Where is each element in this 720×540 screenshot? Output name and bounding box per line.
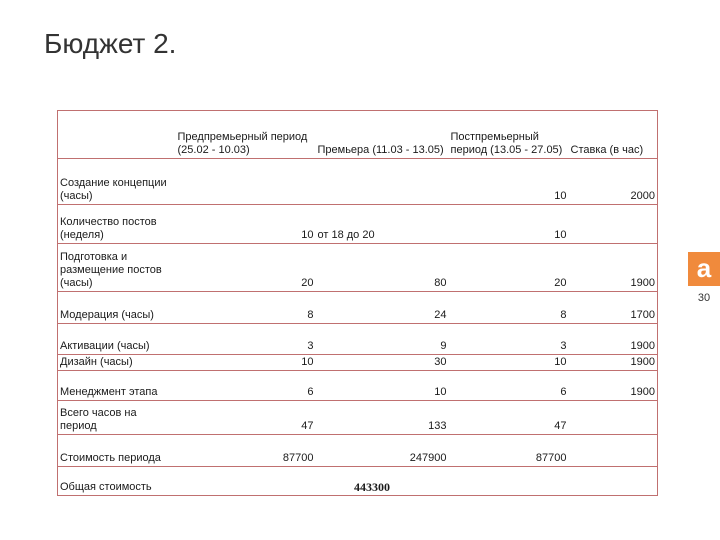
cell-rate: 1900	[569, 355, 658, 371]
total-empty	[569, 467, 658, 496]
row-label: Всего часов на период	[58, 401, 176, 435]
cell-pre	[176, 159, 316, 205]
header-empty	[58, 111, 176, 159]
row-label: Стоимость периода	[58, 435, 176, 467]
cell-pre: 10	[176, 205, 316, 244]
cell-post: 3	[449, 324, 569, 355]
slide-title: Бюджет 2.	[44, 28, 177, 59]
cell-rate	[569, 435, 658, 467]
brand-logo	[688, 252, 720, 286]
row-label: Количество постов (неделя)	[58, 205, 176, 244]
cell-rate: 1700	[569, 292, 658, 324]
cell-post: 10	[449, 205, 569, 244]
table-row	[58, 324, 658, 355]
header-pre-premiere: Предпремьерный период (25.02 - 10.03)	[176, 111, 316, 159]
cell-pre: 10	[176, 355, 316, 371]
table-row	[58, 435, 658, 467]
row-label: Активации (часы)	[58, 324, 176, 355]
table-row	[58, 292, 658, 324]
table-row	[58, 244, 658, 292]
cell-premiere: 247900	[316, 435, 449, 467]
cell-premiere: 30	[316, 355, 449, 371]
cell-premiere: 24	[316, 292, 449, 324]
cell-premiere: от 18 до 20	[316, 205, 449, 244]
table-row	[58, 401, 658, 435]
cell-rate	[569, 401, 658, 435]
logo-letter: a	[696, 253, 712, 283]
header-post-premiere: Постпремьерный период (13.05 - 27.05)	[449, 111, 569, 159]
cell-rate: 2000	[569, 159, 658, 205]
cell-post: 47	[449, 401, 569, 435]
cell-premiere: 133	[316, 401, 449, 435]
row-label: Модерация (часы)	[58, 292, 176, 324]
cell-rate: 1900	[569, 244, 658, 292]
cell-pre: 20	[176, 244, 316, 292]
cell-rate: 1900	[569, 371, 658, 401]
cell-post: 8	[449, 292, 569, 324]
table-row	[58, 159, 658, 205]
table-row	[58, 355, 658, 371]
cell-pre: 8	[176, 292, 316, 324]
cell-post: 20	[449, 244, 569, 292]
total-row	[58, 467, 658, 496]
cell-rate: 1900	[569, 324, 658, 355]
cell-post: 10	[449, 159, 569, 205]
cell-pre: 3	[176, 324, 316, 355]
row-label: Создание концепции (часы)	[58, 159, 176, 205]
cell-post: 10	[449, 355, 569, 371]
total-label: Общая стоимость	[58, 467, 176, 496]
table-row	[58, 205, 658, 244]
cell-post: 6	[449, 371, 569, 401]
row-label: Дизайн (часы)	[58, 355, 176, 371]
cell-pre: 6	[176, 371, 316, 401]
total-value: 443300	[176, 467, 569, 496]
cell-pre: 87700	[176, 435, 316, 467]
cell-pre: 47	[176, 401, 316, 435]
header-premiere: Премьера (11.03 - 13.05)	[316, 111, 449, 159]
row-label: Подготовка и размещение постов (часы)	[58, 244, 176, 292]
cell-post: 87700	[449, 435, 569, 467]
budget-table	[57, 110, 658, 496]
page-number: 30	[697, 292, 711, 304]
cell-rate	[569, 205, 658, 244]
cell-premiere: 10	[316, 371, 449, 401]
row-label: Менеджмент этапа	[58, 371, 176, 401]
cell-premiere: 9	[316, 324, 449, 355]
header-rate: Ставка (в час)	[569, 111, 658, 159]
cell-premiere: 80	[316, 244, 449, 292]
table-row	[58, 371, 658, 401]
table-header-row	[58, 111, 658, 159]
cell-premiere	[316, 159, 449, 205]
